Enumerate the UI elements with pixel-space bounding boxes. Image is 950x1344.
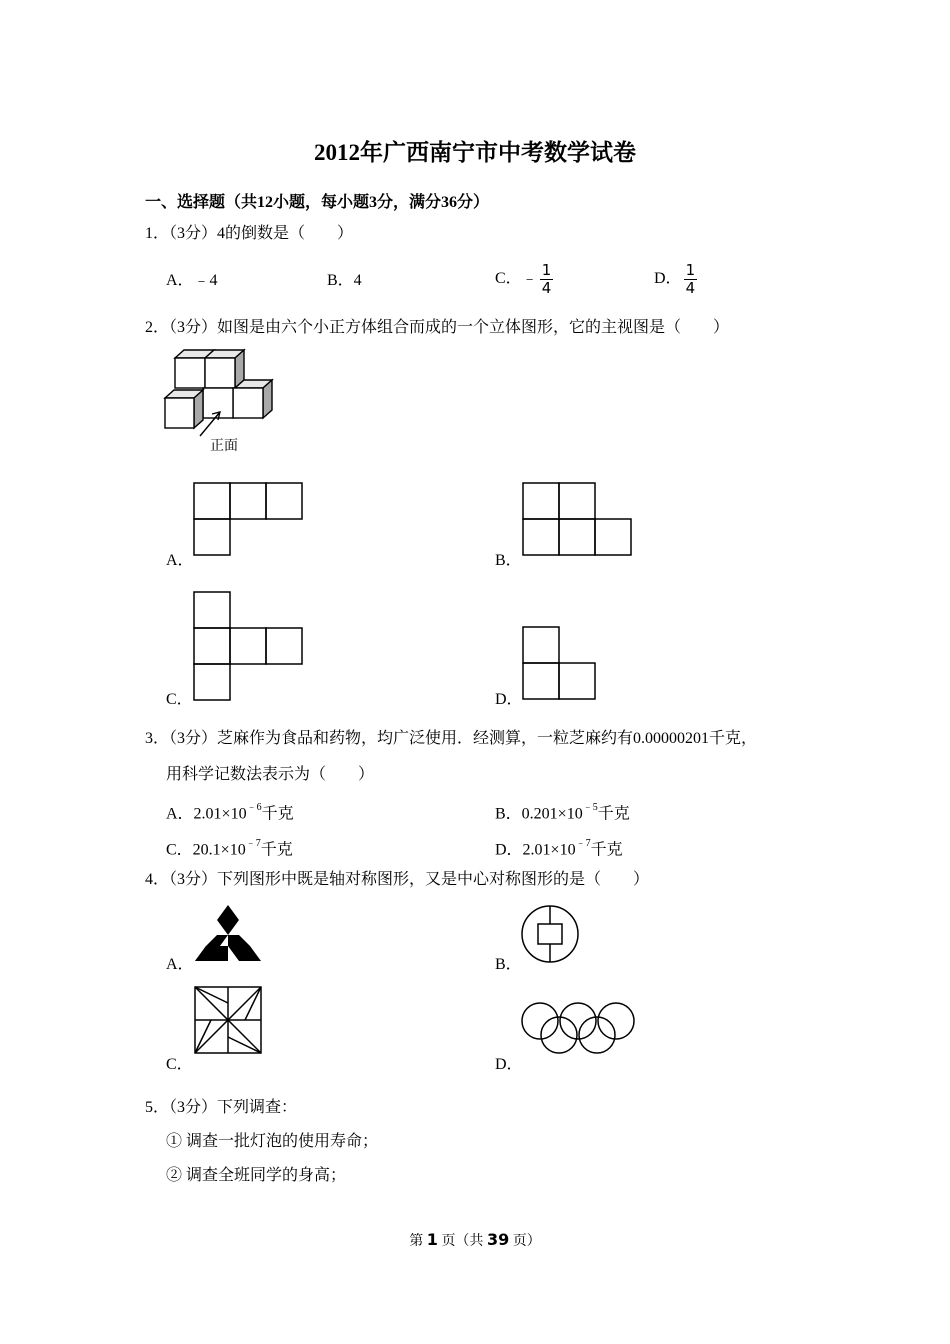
fraction-denominator: 4 [685, 279, 696, 297]
q1-option-d-prefix: D． [654, 270, 682, 288]
q3-option-b [495, 800, 630, 824]
q2-option-d-figure [522, 626, 597, 701]
q4-option-d-figure [520, 1000, 640, 1056]
fraction-numerator: 1 [685, 261, 696, 279]
page-title: 2012年广西南宁市中考数学试卷 [314, 140, 636, 165]
q1-option-b: B．4 [327, 272, 362, 289]
front-view-label: 正面 [210, 438, 238, 454]
q5-item-1: ① 调查一批灯泡的使用寿命； [166, 1133, 379, 1150]
question-3-stem-line2: 用科学记数法表示为（ ） [166, 766, 375, 783]
q3-option-c-unit: 千克 [260, 841, 293, 859]
q3-option-b-base: B．0.201×10 [495, 805, 583, 823]
q4-option-a-figure [194, 904, 262, 964]
footer-page-number: 1 [426, 1230, 438, 1249]
q4-option-c-figure [193, 985, 265, 1055]
q2-option-b-label: B． [495, 552, 522, 569]
footer-pre: 第 [409, 1234, 427, 1249]
q3-option-d-unit: 千克 [590, 841, 623, 859]
q3-option-a-unit: 千克 [261, 805, 294, 823]
q1-option-c-prefix: C．﹣ [495, 270, 538, 288]
fraction-denominator: 4 [541, 279, 552, 297]
q2-option-c-label: C． [166, 691, 193, 708]
q2-option-c-figure [193, 591, 303, 701]
q2-option-a-label: A． [166, 552, 194, 569]
q5-item-2: ② 调查全班同学的身高； [166, 1167, 347, 1184]
question-2-stem: 2．（3分）如图是由六个小正方体组合而成的一个立体图形，它的主视图是（ ） [145, 319, 730, 336]
question-3-stem-line1: 3．（3分）芝麻作为食品和药物，均广泛使用．经测算，一粒芝麻约有0.00000201千克， [145, 730, 758, 747]
q3-option-a-exponent: ﹣6 [246, 802, 262, 813]
q2-option-a-figure [193, 482, 303, 557]
q3-option-c [166, 836, 293, 860]
q1-option-d [654, 262, 697, 297]
q3-option-a [166, 800, 294, 824]
page-footer [0, 1230, 950, 1250]
q1-option-a: A．﹣4 [166, 272, 218, 289]
q3-option-c-base: C．20.1×10 [166, 841, 246, 859]
q3-option-d [495, 836, 623, 860]
q4-option-d-label: D． [495, 1056, 523, 1073]
q4-option-b-figure [520, 904, 582, 964]
q3-option-d-exponent: ﹣7 [575, 838, 591, 849]
q1-option-c-fraction [540, 262, 554, 297]
q3-option-b-exponent: ﹣5 [582, 802, 598, 813]
q2-option-b-figure [522, 482, 632, 557]
q3-option-a-base: A．2.01×10 [166, 805, 247, 823]
footer-post: 页） [509, 1234, 541, 1249]
q3-option-c-exponent: ﹣7 [245, 838, 261, 849]
footer-total-pages: 39 [486, 1230, 510, 1249]
footer-mid: 页（共 [437, 1234, 487, 1249]
q1-option-d-fraction [684, 262, 698, 297]
q3-option-b-unit: 千克 [597, 805, 630, 823]
q4-option-a-label: A． [166, 956, 194, 973]
question-5-stem: 5．（3分）下列调查： [145, 1099, 298, 1116]
question-1-stem: 1．（3分）4的倒数是（ ） [145, 225, 354, 242]
q1-option-c [495, 262, 553, 297]
q3-option-d-base: D．2.01×10 [495, 841, 576, 859]
q2-option-d-label: D． [495, 691, 523, 708]
cube-stack-figure [160, 346, 280, 456]
q4-option-b-label: B． [495, 956, 522, 973]
fraction-numerator: 1 [541, 261, 552, 279]
q4-option-c-label: C． [166, 1056, 193, 1073]
question-4-stem: 4．（3分）下列图形中既是轴对称图形，又是中心对称图形的是（ ） [145, 871, 650, 888]
section-heading: 一、选择题（共12小题，每小题3分，满分36分） [145, 194, 490, 211]
